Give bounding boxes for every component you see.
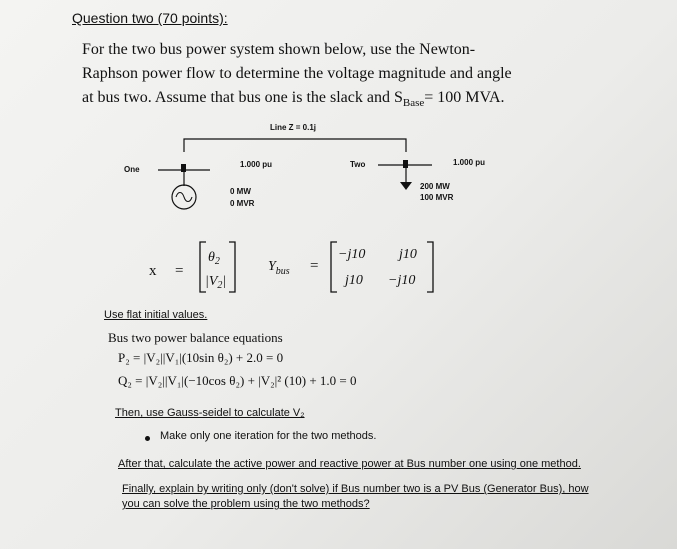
- gauss-seidel-note: Then, use Gauss-seidel to calculate V₂: [115, 407, 305, 419]
- bus-two-label: Two: [350, 160, 366, 169]
- question-heading: Question two (70 points):: [72, 10, 228, 26]
- x-symbol: x: [149, 263, 157, 279]
- transmission-line: [184, 139, 406, 152]
- ybus-symbol: [268, 259, 290, 277]
- v2-symbol: |V: [205, 274, 218, 289]
- bullet-dot-icon: [145, 436, 150, 441]
- ybus-11: −j10: [338, 247, 366, 262]
- theta2-sub: 2: [214, 256, 220, 267]
- v2-close: |: [222, 274, 227, 289]
- generator-wave: [176, 193, 192, 202]
- intro-line-2: Raphson power flow to determine the voltage magnitude and angle: [82, 65, 512, 82]
- after-that-note: After that, calculate the active power and reactive power at Bus number one using one method.: [118, 458, 581, 470]
- p2-equation: P₂ = |V₂||V₁|(10sin θ₂) + 2.0 = 0: [118, 350, 284, 365]
- bus-two-p: 200 MW: [420, 182, 450, 191]
- bus-two-voltage: 1.000 pu: [453, 158, 486, 167]
- load-arrow-icon: [400, 182, 412, 190]
- bus-one-label: One: [124, 165, 140, 174]
- bus-one-node: [181, 164, 186, 172]
- sbase-subscript: Base: [402, 97, 425, 110]
- x-bracket-right: [229, 242, 235, 292]
- intro-line-3-end: = 100 MVA.: [424, 89, 505, 106]
- bus-two-node: [403, 160, 408, 168]
- x-equals: =: [175, 263, 184, 279]
- q2-equation: Q₂ = |V₂||V₁|(−10cos θ₂) + |V₂|² (10) + 1.0 = 0: [118, 373, 357, 388]
- balance-title: Bus two power balance equations: [108, 330, 283, 345]
- bus-one-q: 0 MVR: [230, 199, 255, 208]
- ybus-21: j10: [345, 273, 363, 288]
- bus-one-voltage: 1.000 pu: [240, 160, 273, 169]
- ybus-12: j10: [399, 247, 417, 262]
- ybus-letter: Y: [268, 259, 276, 274]
- iteration-note: Make only one iteration for the two methods.: [160, 430, 377, 442]
- intro-line-3-text: at bus two. Assume that bus one is the slack and S: [82, 89, 403, 106]
- line-impedance-label: Line Z = 0.1j: [270, 123, 317, 132]
- ybus-bracket-right: [427, 242, 433, 292]
- ybus-bracket-left: [331, 242, 337, 292]
- intro-line-1: For the two bus power system shown below, use the Newton-: [82, 41, 476, 58]
- theta2-entry: [208, 250, 220, 267]
- ybus-22: −j10: [388, 273, 416, 288]
- bus-two-q: 100 MVR: [420, 193, 454, 202]
- v2-entry: [205, 274, 226, 291]
- v2-sub: 2: [217, 280, 223, 291]
- bus-one-p: 0 MW: [230, 187, 251, 196]
- flat-start-note: Use flat initial values.: [104, 309, 208, 321]
- ybus-equals: =: [310, 258, 319, 274]
- ybus-sub: bus: [275, 266, 290, 277]
- finally-note-line-1: Finally, explain by writing only (don't solve) if Bus number two is a PV Bus (Generator Bus), how: [122, 483, 589, 495]
- theta2-symbol: θ: [208, 250, 215, 265]
- finally-note-line-2: you can solve the problem using the two methods?: [122, 498, 370, 510]
